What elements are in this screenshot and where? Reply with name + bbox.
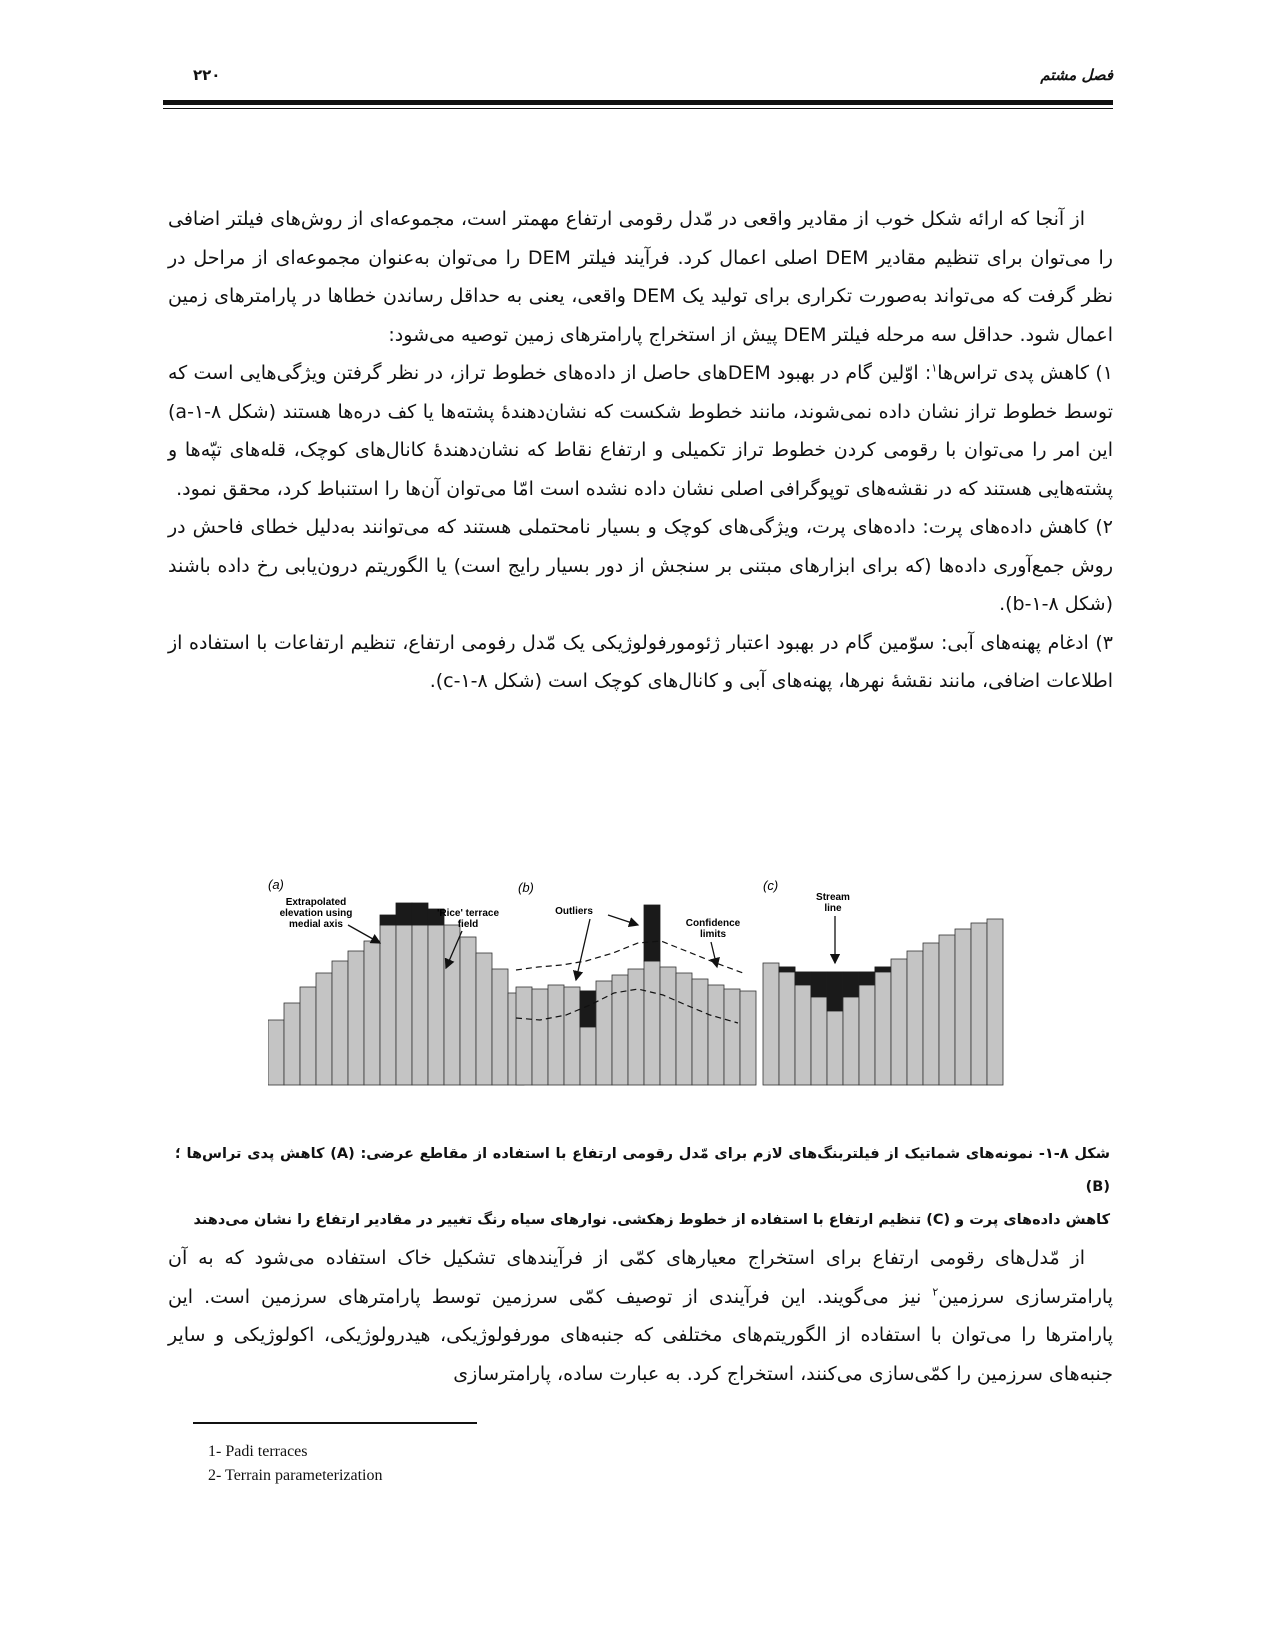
page-number: ۲۲۰ — [193, 66, 221, 84]
terrain-bar — [548, 985, 564, 1085]
chapter-title: فصل مشتم — [1040, 66, 1113, 84]
terrain-bar — [396, 925, 412, 1085]
panel-c-note-line-2: line — [824, 903, 842, 914]
elevation-change-bar — [811, 972, 827, 997]
terrain-bar — [923, 943, 939, 1085]
footnote-ref-2: ۲ — [932, 1285, 939, 1299]
terrain-bar — [859, 972, 875, 1085]
terrain-bar — [284, 1003, 300, 1085]
terrain-bar — [380, 925, 396, 1085]
elevation-change-bar — [827, 972, 843, 1011]
panel-a-label: (a) — [268, 877, 284, 892]
paragraph-padi-rest: : اوّلین گام در بهبود DEMهای حاصل از داده‌های خطوط تراز، در نظر گرفتن ویژگی‌هایی است که توسط خطوط تراز نشان داده نمی‌شوند، مانند خطوط شکست که نشان‌دهندهٔ پشته‌ها یا کف دره‌ها هستند (شکل ۸-۱-a) این امر را می‌توان با رقومی کردن خطوط تراز تکمیلی و ارتفاع نقاط که نشان‌دهندهٔ کانال‌های کوچک، قله‌های تپّه‌ها و پشته‌هایی هستند که در نقشه‌های توپوگرافی اصلی نشان داده نشده است امّا می‌توان آن‌ها را استنباط کرد، محقق نمود. — [168, 362, 1113, 500]
terrain-bar — [428, 925, 444, 1085]
terrain-bar — [364, 941, 380, 1085]
elevation-change-bar — [580, 991, 596, 1027]
terrain-bar — [644, 961, 660, 1085]
terrain-bar — [724, 989, 740, 1085]
paragraph-terrain-start: از مّدل‌های رقومی ارتفاع برای استخراج معیارهای کمّی از فرآیندهای تشکیل خاک استفاده می‌شود که به آن پارامترسازی سرزمین — [168, 1247, 1113, 1308]
terrain-bar — [779, 967, 795, 1085]
terrain-bar — [971, 923, 987, 1085]
terrain-bar — [676, 973, 692, 1085]
terrain-bar — [596, 981, 612, 1085]
terrain-bar — [740, 991, 756, 1085]
terrain-bar — [939, 935, 955, 1085]
terrain-bar — [763, 963, 779, 1085]
panel-a-note-2-line-2: field — [457, 919, 479, 930]
terrain-bar — [268, 1020, 284, 1085]
terrain-bar — [987, 919, 1003, 1085]
terrain-bar — [907, 951, 923, 1085]
panel-c-bars — [763, 919, 1003, 1085]
panel-a-bars — [268, 903, 524, 1085]
paragraph-terrain-rest: نیز می‌گویند. این فرآیندی از توصیف کمّی سرزمین توسط پارامترهای سرزمین است. این پارامترها را می‌توان با استفاده از الگوریتم‌های مختلفی که جنبه‌های مورفولوژیکی، هیدرولوژیکی، اکولوژیکی و سایر جنبه‌های سرزمین را کمّی‌سازی می‌کنند، استخراج کرد. به عبارت ساده، پارامترسازی — [168, 1285, 1113, 1385]
panel-b-arrow-2 — [608, 915, 638, 925]
terrain-bar — [875, 967, 891, 1085]
panel-b-arrow-1 — [576, 919, 590, 980]
paragraph-terrain-parameterization — [168, 1239, 1113, 1393]
terrain-bar — [532, 989, 548, 1085]
elevation-change-bar — [644, 905, 660, 961]
panel-b-arrow-3 — [711, 942, 717, 967]
footnote-2: 2- Terrain parameterization — [208, 1467, 383, 1484]
page-header — [163, 66, 1113, 90]
figure-caption — [175, 1138, 1110, 1237]
panel-a-note-1-line-3: medial axis — [289, 919, 343, 930]
terrain-bar — [660, 967, 676, 1085]
paragraph-padi-start: ۱) کاهش پدی تراس‌ها — [937, 362, 1113, 384]
terrain-bar — [332, 961, 348, 1085]
elevation-change-bar — [412, 903, 428, 925]
figure-dem-filters — [268, 875, 1048, 1105]
terrain-bar — [412, 925, 428, 1085]
footnotes — [208, 1440, 708, 1488]
panel-b-upper-limit — [516, 941, 743, 973]
terrain-bar — [564, 987, 580, 1085]
panel-a-note-1-line-1: Extrapolated — [285, 897, 347, 908]
terrain-bar — [460, 937, 476, 1085]
terrain-bar — [628, 969, 644, 1085]
panel-c-note-line-1: Stream — [816, 892, 850, 903]
terrain-bar — [348, 951, 364, 1085]
terrain-bar — [516, 987, 532, 1085]
panel-b-label: (b) — [518, 880, 534, 895]
footnote-1: 1- Padi terraces — [208, 1443, 308, 1460]
elevation-change-bar — [875, 967, 891, 972]
figure-svg — [268, 875, 1048, 1105]
header-rule-thin — [163, 108, 1113, 109]
terrain-bar — [692, 979, 708, 1085]
panel-b-outliers-label: Outliers — [555, 906, 593, 917]
elevation-change-bar — [859, 972, 875, 985]
body-text-bottom — [168, 1239, 1113, 1393]
elevation-change-bar — [380, 915, 396, 925]
paragraph-outliers: ۲) کاهش داده‌های پرت: داده‌های پرت، ویژگی‌های کوچک و بسیار نامحتملی هستند که می‌توانند به‌دلیل خطای فاحش در روش جمع‌آوری داده‌ها (که برای ابزارهای مبتنی بر سنجش از دور بسیار رایج است) یا الگوریتم درون‌یابی رخ داده باشند (شکل ۸-۱-b). — [168, 516, 1113, 615]
paragraph-padi-terraces — [168, 354, 1113, 508]
terrain-bar — [492, 969, 508, 1085]
footnote-rule — [193, 1422, 477, 1424]
paragraph-water-bodies: ۳) ادغام پهنه‌های آبی: سوّمین گام در بهبود اعتبار ژئومورفولوژیکی یک مّدل رفومی ارتفاع، تنظیم ارتفاعات با استفاده از اطلاعات اضافی، مانند نقشهٔ نهرها، پهنه‌های آبی و کانال‌های کوچک است (شکل ۸-۱-c). — [168, 631, 1113, 692]
terrain-bar — [955, 929, 971, 1085]
elevation-change-bar — [396, 903, 412, 925]
panel-b-note-2-line-2: limits — [699, 929, 727, 940]
paragraph-intro: از آنجا که ارائه شکل خوب از مقادیر واقعی در مّدل رقومی ارتفاع مهمتر است، مجموعه‌ای از روش‌های فیلتر اضافی را می‌توان برای تنظیم مقادیر DEM اصلی اعمال کرد. فرآیند فیلتر DEM را می‌توان به‌عنوان مجموعه‌ای از مراحل در نظر گرفت که می‌تواند به‌صورت تکراری برای تولید یک DEM واقعی، یعنی به حداقل رساندن خطاها در پارامترهای زمین اعمال شود. حداقل سه مرحله فیلتر DEM پیش از استخراج پارامترهای زمین توصیه می‌شود: — [168, 208, 1113, 346]
elevation-change-bar — [795, 972, 811, 985]
elevation-change-bar — [779, 967, 795, 972]
panel-b-note-2-line-1: Confidence — [685, 918, 741, 929]
elevation-change-bar — [843, 972, 859, 997]
panel-a-arrow-1 — [348, 925, 380, 943]
terrain-bar — [476, 953, 492, 1085]
body-text-top — [168, 200, 1113, 701]
caption-line-2: کاهش داده‌های پرت و (C) تنظیم ارتفاع با استفاده از خطوط زهکشی. نوارهای سیاه رنگ تغییر در مقادیر ارتفاع را نشان می‌دهند — [193, 1212, 1110, 1228]
footnote-ref-1: ۱ — [931, 361, 938, 375]
panel-a-note-2-line-1: 'Rice' terrace — [436, 908, 500, 919]
caption-line-1: شکل ۸-۱- نمونه‌های شماتیک از فیلتربنگ‌های لازم برای مّدل رقومی ارتفاع با استفاده از مقاطع عرضی: (A) کاهش پدی تراس‌ها ؛ (B) — [175, 1146, 1110, 1195]
panel-c-label: (c) — [763, 878, 779, 893]
header-rule-thick — [163, 100, 1113, 105]
terrain-bar — [708, 985, 724, 1085]
terrain-bar — [316, 973, 332, 1085]
panel-a-note-1-line-2: elevation using — [279, 908, 353, 919]
terrain-bar — [891, 959, 907, 1085]
terrain-bar — [444, 925, 460, 1085]
terrain-bar — [795, 972, 811, 1085]
terrain-bar — [300, 987, 316, 1085]
